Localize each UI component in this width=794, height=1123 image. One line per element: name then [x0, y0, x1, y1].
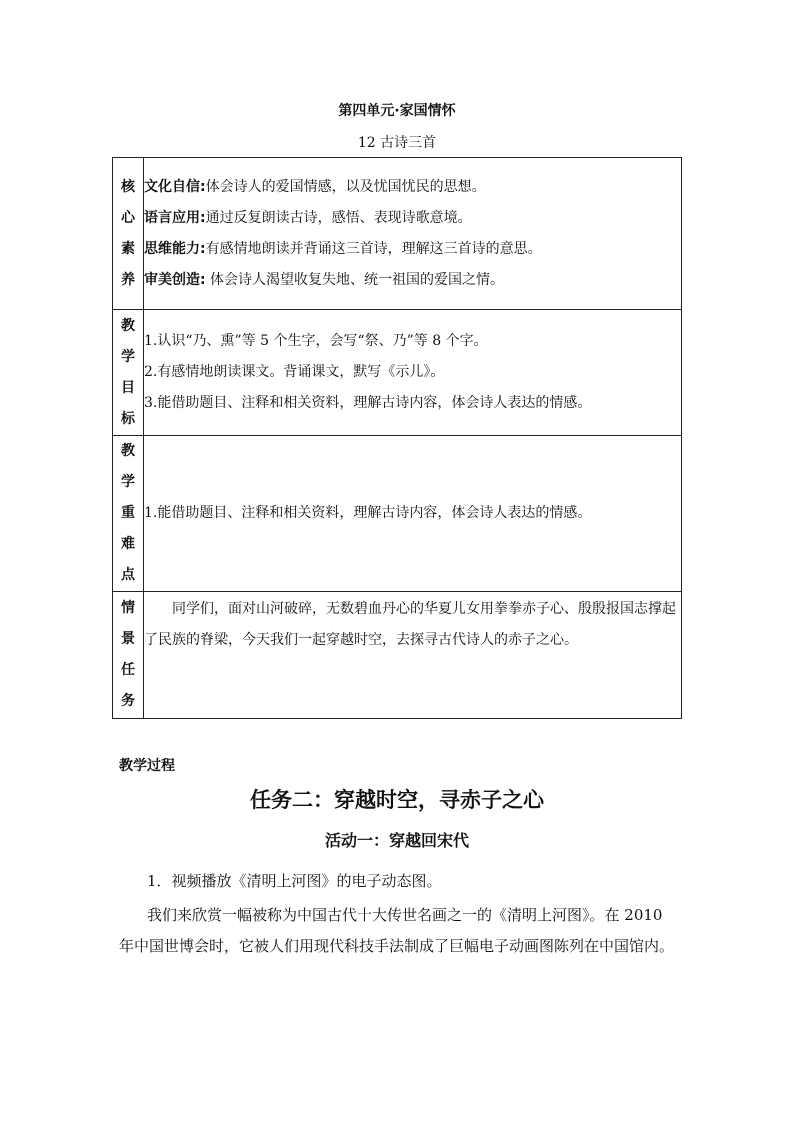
key-points-label [113, 436, 144, 592]
goal-item: 3.能借助题目、注释和相关资料，理解古诗内容，体会诗人表达的情感。 [144, 395, 592, 411]
key-point-text: 1.能借助题目、注释和相关资料，理解古诗内容，体会诗人表达的情感。 [144, 505, 592, 521]
core-item [144, 234, 681, 265]
task-title: 任务二：穿越时空，寻赤子之心 [250, 788, 544, 812]
core-literacy-content [144, 158, 682, 310]
core-item-text: 体会诗人渴望收复失地、统一祖国的爱国之情。 [205, 271, 505, 288]
label-char: 学 [121, 348, 135, 365]
unit-title: 第四单元·家国情怀 [338, 103, 456, 119]
label-char: 学 [121, 474, 135, 490]
core-item [144, 203, 681, 234]
label-char: 养 [121, 271, 135, 288]
core-item-text: 体会诗人的爱国情感，以及忧国忧民的思想。 [205, 178, 486, 195]
label-char: 心 [121, 209, 135, 226]
teaching-goals-row [113, 310, 682, 436]
lesson-title: 12 古诗三首 [357, 135, 437, 151]
scenario-task-label [113, 592, 144, 719]
label-char: 景 [121, 631, 135, 647]
core-literacy-label [113, 158, 144, 310]
scenario-text: 同学们，面对山河破碎，无数碧血丹心的华夏儿女用拳拳赤子心、殷殷报国志撑起了民族的脊梁，今天我们一起穿越时空，去探寻古代诗人的赤子之心。 [144, 601, 676, 648]
label-char: 点 [121, 567, 135, 583]
scenario-task-content [144, 592, 682, 719]
label-char: 素 [121, 240, 135, 257]
body-paragraph [119, 900, 679, 962]
label-char: 重 [121, 505, 135, 521]
core-item-key: 审美创造: [144, 271, 206, 288]
core-item-text: 通过反复朗读古诗，感悟、表现诗歌意境。 [205, 209, 472, 226]
label-char: 教 [121, 443, 135, 459]
scenario-task-row [113, 592, 682, 719]
core-item-text: 有感情地朗读并背诵这三首诗，理解这三首诗的意思。 [205, 240, 542, 257]
key-points-row [113, 436, 682, 592]
core-item [144, 265, 681, 296]
label-char: 任 [121, 662, 135, 678]
label-char: 标 [121, 410, 135, 427]
lesson-plan-table [112, 157, 682, 719]
step-item: 1．视频播放《清明上河图》的电子动态图。 [147, 872, 442, 890]
teaching-goals-label [113, 310, 144, 436]
core-item-key: 语言应用: [144, 209, 206, 226]
label-char: 教 [121, 317, 135, 334]
body-paragraph-text: 我们来欣赏一幅被称为中国古代十大传世名画之一的《清明上河图》。在 2010 年中国世博会时，它被人们用现代科技手法制成了巨幅电子动画图陈列在中国馆内。 [119, 906, 675, 955]
core-item-key: 文化自信: [144, 178, 206, 195]
label-char: 务 [121, 693, 135, 709]
label-char: 目 [121, 379, 135, 396]
key-points-content [144, 436, 682, 592]
core-item [144, 172, 681, 203]
core-literacy-row [113, 158, 682, 310]
label-char: 核 [121, 178, 135, 195]
label-char: 情 [121, 600, 135, 616]
label-char: 难 [121, 536, 135, 552]
teaching-goals-content [144, 310, 682, 436]
goal-item: 1.认识“乃、熏”等 5 个生字，会写“祭、乃”等 8 个字。 [144, 333, 488, 349]
activity-title: 活动一：穿越回宋代 [324, 831, 469, 850]
teaching-process-label: 教学过程 [119, 758, 175, 774]
core-item-key: 思维能力: [144, 240, 206, 257]
goal-item: 2.有感情地朗读课文。背诵课文，默写《示儿》。 [144, 364, 445, 380]
